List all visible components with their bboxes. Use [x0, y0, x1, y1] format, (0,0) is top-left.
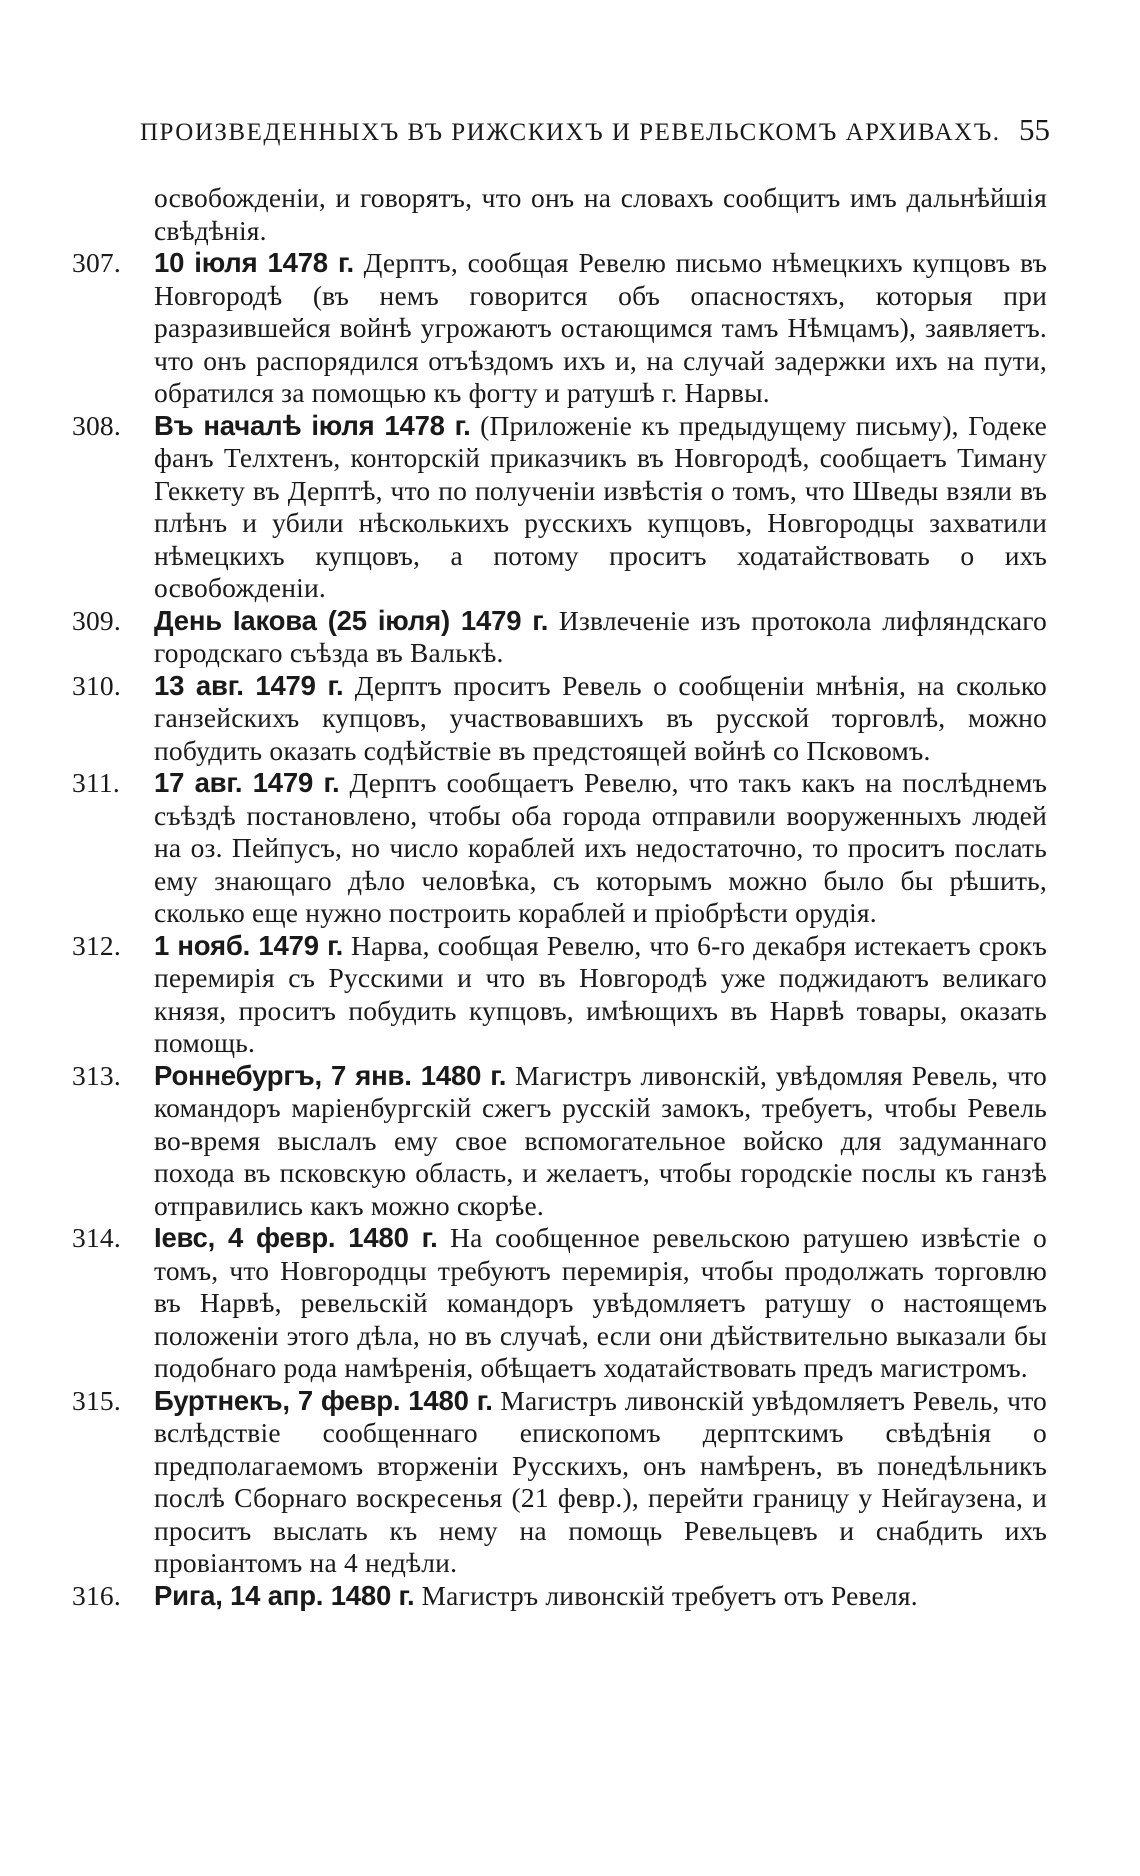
entry-number: 311. — [72, 767, 120, 798]
entry-307 — [72, 247, 1047, 410]
entry-text: Дерптъ сообщаетъ Ревелю, что такъ какъ на послѣднемъ съѣздѣ постановлено, чтобы оба города отправили вооруженныхъ людей на оз. Пейпусъ, но число кораблей ихъ недостаточно, то проситъ послать ему знающаго дѣло человѣка, съ которымъ можно было бы рѣшить, сколько еще нужно построить кораблей и пріобрѣсти орудія. — [154, 767, 1047, 928]
entry-313 — [72, 1060, 1047, 1223]
entry-text: Магистръ ливонскій, увѣдомляя Ревель, что командоръ маріенбургскій сжегъ русскій замокъ, требуетъ, чтобы Ревель во-время выслалъ ему свое вспомогательное войско для задуманнаго похода въ псковскую область, и желаетъ, чтобы городскіе послы къ ганзѣ отправились какъ можно скорѣе. — [154, 1059, 1047, 1221]
entry-310 — [72, 670, 1047, 768]
header-title: ПРОИЗВЕДЕННЫХЪ ВЪ РИЖСКИХЪ И РЕВЕЛЬСКОМЪ АРХИВАХЪ. — [140, 119, 1001, 146]
entry-number: 313. — [72, 1059, 121, 1091]
entry-text: Извлеченіе изъ протокола лифляндскаго городскаго съѣзда въ Валькѣ. — [154, 604, 1047, 668]
entry-number: 308. — [72, 409, 121, 441]
entry-number: 309. — [72, 604, 121, 636]
entry-311 — [72, 767, 1047, 930]
text-block — [72, 182, 1047, 1612]
entry-text: Магистръ ливонскій увѣдомляетъ Ревель, что вслѣдствіе сообщеннаго епископомъ дерптскимъ свѣдѣнія о предполагаемомъ вторженіи Русскихъ, онъ намѣренъ, въ понедѣльникъ послѣ Сборнаго воскресенья (21 февр.), перейти границу у Нейгаузена, и проситъ выслать къ нему на помощь Ревельцевъ и снабдить ихъ провіантомъ на 4 недѣли. — [154, 1384, 1048, 1578]
entry-309 — [72, 605, 1047, 670]
entry-312 — [72, 930, 1047, 1060]
entry-date: День Іакова (25 іюля) 1479 г. — [154, 604, 549, 636]
entry-number: 316. — [72, 1579, 121, 1611]
entry-number: 315. — [72, 1384, 121, 1416]
entry-text: Магистръ ливонскій требуетъ отъ Ревеля. — [421, 1579, 918, 1611]
entry-date: 10 іюля 1478 г. — [154, 247, 354, 278]
entry-text: Дерптъ, сообщая Ревелю письмо нѣмецкихъ купцовъ въ Новгородѣ (въ немъ говорится объ опасностяхъ, которыя при разразившейся войнѣ угрожаютъ остающимся тамъ Нѣмцамъ), заявляетъ. что онъ распорядился отъѣздомъ ихъ и, на случай задержки ихъ на пути, обратился за помощью къ фогту и ратушѣ г. Нарвы. — [154, 247, 1048, 408]
entry-315 — [72, 1385, 1047, 1580]
running-header — [140, 112, 1050, 152]
entry-text: (Приложеніе къ предыдущему письму), Годеке фанъ Телхтенъ, конторскій приказчикъ въ Новгородѣ, сообщаетъ Тиману Геккету въ Дерптѣ, что по полученіи извѣстія о томъ, что Шведы взяли въ плѣнъ и убили нѣсколькихъ русскихъ купцовъ, Новгородцы захватили нѣмецкихъ купцовъ, а потому проситъ ходатайствовать о ихъ освобожденіи. — [154, 409, 1047, 603]
entry-date: 17 авг. 1479 г. — [154, 767, 340, 798]
entry-date: 1 нояб. 1479 г. — [154, 929, 344, 961]
entry-date: Въ началѣ іюля 1478 г. — [154, 409, 471, 441]
entry-date: 13 авг. 1479 г. — [154, 669, 344, 701]
entry-date: Роннебургъ, 7 янв. 1480 г. — [154, 1059, 507, 1091]
entry-date: Рига, 14 апр. 1480 г. — [154, 1579, 415, 1611]
continued-paragraph: освобожденіи, и говорятъ, что онъ на словахъ сообщитъ имъ дальнѣйшія свѣдѣнія. — [154, 182, 1047, 246]
entry-number: 310. — [72, 669, 121, 701]
entry-314 — [72, 1222, 1047, 1385]
entry-308 — [72, 410, 1047, 605]
entry-text: Дерптъ проситъ Ревель о сообщеніи мнѣнія, на сколько ганзейскихъ купцовъ, участвовавшихъ въ русской торговлѣ, можно побудить оказать содѣйствіе въ предстоящей войнѣ со Псковомъ. — [154, 669, 1048, 766]
entry-date: Іевс, 4 февр. 1480 г. — [154, 1222, 438, 1253]
entry-number: 312. — [72, 929, 121, 961]
page-number: 55 — [1019, 112, 1050, 147]
entry-text: Нарва, сообщая Ревелю, что 6-го декабря истекаетъ срокъ перемирія съ Русскими и что въ Новгородѣ уже поджидаютъ великаго князя, проситъ побудить купцовъ, имѣющихъ въ Нарвѣ товары, оказать помощь. — [154, 929, 1048, 1058]
entry-number: 307. — [72, 247, 121, 278]
entry-number: 314. — [72, 1222, 121, 1253]
entry-date: Буртнекъ, 7 февр. 1480 г. — [154, 1384, 493, 1416]
entry-text: На сообщенное ревельскою ратушею извѣстіе о томъ, что Новгородцы требуютъ перемирія, чтобы продолжать торговлю въ Нарвѣ, ревельскій командоръ увѣдомляетъ ратушу о настоящемъ положеніи этого дѣла, но въ случаѣ, если они дѣйствительно выказали бы подобнаго рода намѣренія, обѣщаетъ ходатайствовать предъ магистромъ. — [154, 1222, 1047, 1383]
entry-316 — [72, 1580, 1047, 1613]
